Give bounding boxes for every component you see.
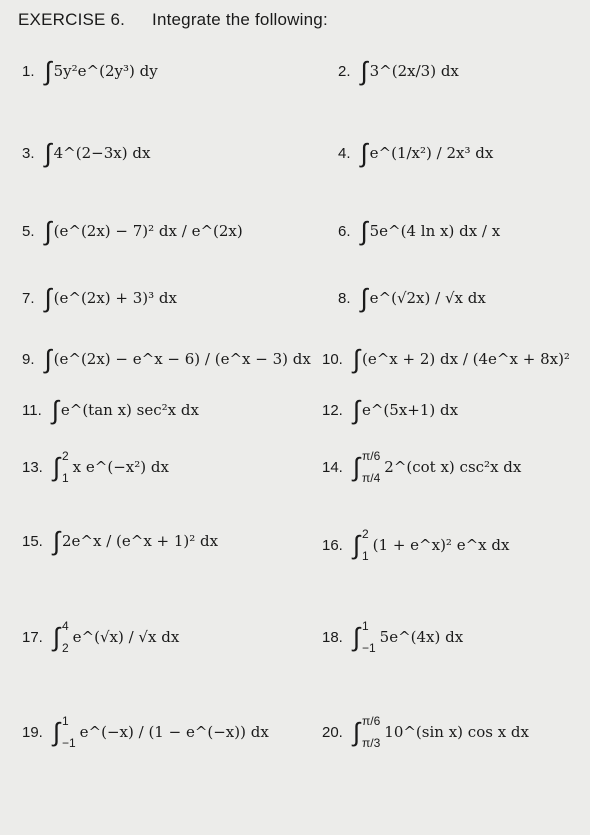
problem-number: 3. bbox=[22, 144, 35, 162]
integral-limits bbox=[62, 620, 69, 654]
problem-expression: (e^(2x) − e^x − 6) / (e^x − 3) dx bbox=[53, 350, 311, 368]
problem-number: 19. bbox=[22, 723, 43, 741]
integral-sign-icon: ∫ bbox=[360, 56, 368, 86]
integral-sign-icon: ∫ bbox=[352, 622, 360, 652]
problem-number: 17. bbox=[22, 628, 43, 646]
integral-sign-icon: ∫ bbox=[352, 530, 360, 560]
integral-limits bbox=[62, 715, 76, 749]
problem-number: 4. bbox=[338, 144, 351, 162]
upper-limit: π/6 bbox=[361, 449, 381, 463]
problem-14 bbox=[322, 450, 521, 484]
problem-expression: 4^(2−3x) dx bbox=[53, 144, 151, 162]
exercise-instruction: Integrate the following: bbox=[152, 10, 328, 29]
problem-expression: (1 + e^x)² e^x dx bbox=[372, 536, 510, 554]
problem-expression: 5e^(4 ln x) dx / x bbox=[369, 222, 501, 240]
problem-number: 9. bbox=[22, 350, 35, 368]
lower-limit: 2 bbox=[61, 641, 69, 655]
problem-expression: (e^(2x) − 7)² dx / e^(2x) bbox=[53, 222, 243, 240]
integral-limits bbox=[362, 620, 376, 654]
problem-number: 12. bbox=[322, 401, 343, 419]
problem-number: 6. bbox=[338, 222, 351, 240]
problem-4 bbox=[338, 140, 493, 166]
problem-expression: e^(5x+1) dx bbox=[361, 401, 459, 419]
integral-limits bbox=[362, 715, 380, 749]
lower-limit: −1 bbox=[61, 736, 76, 750]
problem-6 bbox=[338, 218, 500, 244]
upper-limit: 4 bbox=[61, 619, 69, 633]
problem-number: 13. bbox=[22, 458, 43, 476]
problem-12 bbox=[322, 397, 458, 423]
problem-10 bbox=[322, 346, 570, 372]
problem-number: 16. bbox=[322, 536, 343, 554]
integral-limits bbox=[362, 528, 369, 562]
problem-13 bbox=[22, 450, 169, 484]
integral-sign-icon: ∫ bbox=[360, 216, 368, 246]
problem-number: 20. bbox=[322, 723, 343, 741]
upper-limit: π/6 bbox=[361, 714, 381, 728]
problem-expression: 2e^x / (e^x + 1)² dx bbox=[61, 532, 219, 550]
integral-sign-icon: ∫ bbox=[44, 283, 52, 313]
problem-expression: e^(tan x) sec²x dx bbox=[60, 401, 199, 419]
integral-sign-icon: ∫ bbox=[52, 622, 60, 652]
problem-8 bbox=[338, 285, 486, 311]
lower-limit: 1 bbox=[61, 471, 69, 485]
problem-expression: e^(−x) / (1 − e^(−x)) dx bbox=[79, 723, 269, 741]
exercise-title: EXERCISE 6. bbox=[18, 10, 126, 29]
problem-number: 15. bbox=[22, 532, 43, 550]
integral-sign-icon: ∫ bbox=[52, 526, 60, 556]
problem-number: 2. bbox=[338, 62, 351, 80]
problem-7 bbox=[22, 285, 177, 311]
lower-limit: 1 bbox=[361, 549, 369, 563]
integral-sign-icon: ∫ bbox=[352, 452, 360, 482]
lower-limit: π/3 bbox=[361, 736, 381, 750]
problem-11 bbox=[22, 397, 199, 423]
problem-3 bbox=[22, 140, 150, 166]
problem-2 bbox=[338, 58, 459, 84]
problem-expression: (e^(2x) + 3)³ dx bbox=[53, 289, 177, 307]
upper-limit: 1 bbox=[61, 714, 69, 728]
integral-sign-icon: ∫ bbox=[360, 283, 368, 313]
integral-sign-icon: ∫ bbox=[44, 216, 52, 246]
integral-sign-icon: ∫ bbox=[360, 138, 368, 168]
problem-5 bbox=[22, 218, 243, 244]
problem-number: 11. bbox=[22, 401, 42, 419]
integral-sign-icon: ∫ bbox=[352, 344, 360, 374]
integral-sign-icon: ∫ bbox=[352, 395, 360, 425]
problem-18 bbox=[322, 620, 463, 654]
problem-number: 5. bbox=[22, 222, 35, 240]
problem-expression: e^(1/x²) / 2x³ dx bbox=[369, 144, 494, 162]
integral-limits bbox=[62, 450, 69, 484]
integral-sign-icon: ∫ bbox=[52, 717, 60, 747]
integral-limits bbox=[362, 450, 380, 484]
upper-limit: 1 bbox=[361, 619, 369, 633]
problem-number: 18. bbox=[322, 628, 343, 646]
integral-sign-icon: ∫ bbox=[44, 56, 52, 86]
integral-sign-icon: ∫ bbox=[51, 395, 59, 425]
problem-expression: (e^x + 2) dx / (4e^x + 8x)² bbox=[361, 350, 570, 368]
problem-number: 14. bbox=[322, 458, 343, 476]
upper-limit: 2 bbox=[61, 449, 69, 463]
problem-16 bbox=[322, 528, 509, 562]
problem-1 bbox=[22, 58, 158, 84]
problem-9 bbox=[22, 346, 311, 372]
problem-15 bbox=[22, 528, 218, 554]
problem-17 bbox=[22, 620, 179, 654]
integral-sign-icon: ∫ bbox=[352, 717, 360, 747]
exercise-header bbox=[18, 10, 328, 30]
problem-number: 1. bbox=[22, 62, 35, 80]
integral-sign-icon: ∫ bbox=[44, 138, 52, 168]
lower-limit: π/4 bbox=[361, 471, 381, 485]
integral-sign-icon: ∫ bbox=[52, 452, 60, 482]
lower-limit: −1 bbox=[361, 641, 376, 655]
problem-number: 8. bbox=[338, 289, 351, 307]
problem-expression: 5y²e^(2y³) dy bbox=[53, 62, 158, 80]
problem-number: 10. bbox=[322, 350, 343, 368]
problem-expression: e^(√2x) / √x dx bbox=[369, 289, 486, 307]
problem-expression: 10^(sin x) cos x dx bbox=[384, 723, 529, 741]
problem-number: 7. bbox=[22, 289, 35, 307]
problem-expression: 2^(cot x) csc²x dx bbox=[384, 458, 522, 476]
problem-expression: 3^(2x/3) dx bbox=[369, 62, 459, 80]
integral-sign-icon: ∫ bbox=[44, 344, 52, 374]
problem-expression: e^(√x) / √x dx bbox=[72, 628, 180, 646]
problem-expression: x e^(−x²) dx bbox=[72, 458, 169, 476]
problem-20 bbox=[322, 715, 529, 749]
problem-expression: 5e^(4x) dx bbox=[379, 628, 464, 646]
upper-limit: 2 bbox=[361, 527, 369, 541]
problem-19 bbox=[22, 715, 269, 749]
